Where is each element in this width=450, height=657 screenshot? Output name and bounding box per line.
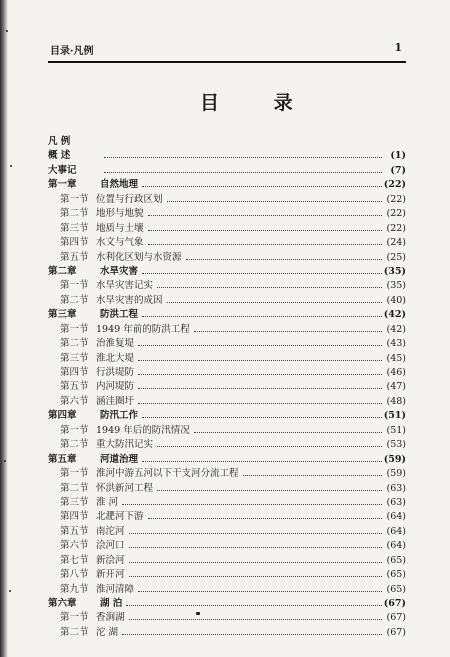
toc-section-entry[interactable]: [48, 626, 406, 640]
toc-entry-title: 治淮复堤: [96, 338, 135, 350]
toc-entry-number: 第三节: [60, 352, 89, 364]
dot-leader: [129, 575, 382, 577]
toc-page-number: (65): [386, 569, 406, 581]
dot-leader: [138, 344, 382, 346]
toc-entry-number: 第四节: [60, 237, 89, 249]
toc-entry-number: 第二节: [60, 482, 89, 494]
toc-entry-title: 浍河口: [96, 540, 125, 552]
toc-entry-number: 第二节: [60, 626, 89, 638]
toc-page-number: (64): [386, 525, 406, 537]
toc-entry-number: 第二节: [60, 439, 89, 451]
dot-leader: [138, 387, 382, 389]
toc-page-number: (24): [386, 237, 406, 249]
toc-entry-number: 第一节: [60, 280, 89, 292]
toc-entry-title: 1949 年前的防洪工程: [96, 323, 190, 335]
toc-page-number: (53): [386, 439, 406, 451]
toc-entry-number: 第三章: [48, 309, 77, 321]
toc-section-entry[interactable]: [48, 482, 406, 496]
toc-entry-number: 第二节: [60, 338, 89, 350]
toc-entry-number: 第一节: [60, 468, 89, 480]
toc-entry-number: 第八节: [60, 569, 89, 581]
toc-entry-number: 第一节: [60, 612, 89, 624]
header-section-title: 目录·凡例: [50, 46, 94, 57]
toc-page-number: (67): [386, 626, 406, 638]
toc-entry-number: 第五节: [60, 525, 89, 537]
toc-entry-title: 北淝河下游: [96, 511, 144, 523]
toc-entry-number: 概 述: [48, 150, 71, 162]
toc-page-number: (25): [386, 251, 406, 263]
toc-entry-number: 第五章: [48, 453, 77, 465]
running-header: [50, 40, 402, 58]
toc-page-number: (64): [386, 511, 406, 523]
toc-entry-title: 淮河清障: [96, 583, 135, 595]
toc-section-entry[interactable]: [48, 525, 406, 539]
toc-section-entry[interactable]: [48, 352, 406, 366]
toc-page-number: (22): [383, 179, 406, 191]
toc-page-number: (35): [383, 265, 406, 277]
toc-chapter-entry[interactable]: [48, 149, 406, 163]
dot-leader: [142, 416, 382, 418]
toc-page-number: (59): [383, 453, 406, 465]
toc-page-number: (1): [390, 150, 406, 162]
toc-entry-number: 第六节: [60, 540, 89, 552]
toc-chapter-entry[interactable]: [48, 135, 406, 149]
toc-entry-number: 第三节: [60, 222, 89, 234]
toc-entry-title: 防洪工程: [100, 309, 139, 321]
toc-entry-number: 第二节: [60, 208, 89, 220]
dot-leader: [148, 517, 382, 519]
toc-entry-number: 第一节: [60, 323, 89, 335]
toc-page-number: (42): [386, 323, 406, 335]
toc-section-entry[interactable]: [48, 438, 406, 452]
toc-entry-number: 第四节: [60, 511, 89, 523]
toc-section-entry[interactable]: [48, 539, 406, 553]
dot-leader: [157, 445, 382, 447]
toc-entry-title: 湖 泊: [100, 598, 123, 609]
scan-speck: [6, 30, 8, 32]
toc-entry-number: 第五节: [60, 251, 89, 263]
dot-leader: [138, 402, 382, 404]
dot-leader: [167, 301, 382, 303]
table-of-contents: [48, 135, 406, 640]
toc-entry-title: 内河堤防: [96, 381, 135, 393]
toc-entry-title: 重大防汛记实: [96, 439, 154, 451]
toc-entry-title: 地形与地貌: [96, 208, 144, 220]
toc-section-entry[interactable]: [48, 294, 406, 308]
toc-page-number: (40): [386, 294, 406, 306]
dot-leader: [129, 618, 382, 620]
toc-entry-title: 淮北大堤: [96, 352, 135, 364]
toc-entry-number: 第三节: [60, 496, 89, 508]
toc-chapter-entry[interactable]: [48, 308, 406, 322]
toc-page-number: (47): [386, 381, 406, 393]
toc-section-entry[interactable]: [48, 467, 406, 481]
toc-chapter-entry[interactable]: [48, 178, 406, 192]
toc-entry-number: 大事记: [48, 164, 77, 176]
toc-entry-title: 水旱灾害的成因: [96, 294, 163, 306]
toc-page-number: (51): [383, 410, 406, 422]
dot-leader: [122, 503, 382, 505]
toc-entry-title: 沱 湖: [96, 626, 119, 638]
toc-section-entry[interactable]: [48, 510, 406, 524]
toc-section-entry[interactable]: [48, 207, 406, 221]
dot-leader: [194, 330, 382, 332]
toc-section-entry[interactable]: [48, 251, 406, 265]
dot-leader: [138, 590, 382, 592]
toc-entry-number: 第四节: [60, 367, 89, 378]
dot-leader: [122, 633, 382, 635]
toc-section-entry[interactable]: [48, 395, 406, 409]
dot-leader: [142, 185, 382, 187]
toc-entry-number: 第二节: [60, 294, 89, 306]
toc-entry-title: 水旱灾害: [100, 265, 139, 277]
toc-entry-title: 自然地理: [100, 179, 139, 191]
toc-section-entry[interactable]: [48, 193, 406, 207]
toc-entry-title: 地质与土壤: [96, 222, 144, 234]
toc-page-number: (35): [386, 280, 406, 292]
scan-speck: [196, 612, 200, 615]
toc-section-entry[interactable]: [48, 236, 406, 250]
toc-entry-title: 水文与气象: [96, 237, 144, 249]
toc-chapter-entry[interactable]: [48, 453, 406, 467]
toc-section-entry[interactable]: [48, 380, 406, 394]
dot-leader: [104, 156, 382, 158]
dot-leader: [138, 373, 382, 375]
dot-leader: [129, 546, 382, 548]
toc-entry-title: 1949 年后的防汛情况: [96, 424, 190, 436]
dot-leader: [157, 286, 382, 288]
toc-section-entry[interactable]: [48, 424, 406, 438]
toc-page-number: (64): [386, 540, 406, 552]
toc-section-entry[interactable]: [48, 568, 406, 582]
toc-entry-number: 第一节: [60, 193, 89, 205]
dot-leader: [129, 532, 382, 534]
toc-entry-number: 第六章: [48, 598, 77, 609]
header-rule: [48, 61, 406, 63]
toc-page-number: (22): [386, 208, 406, 220]
toc-entry-number: 第一章: [48, 179, 77, 191]
dot-leader: [142, 315, 382, 317]
toc-page-number: (43): [386, 338, 406, 350]
toc-entry-title: 香涧湖: [96, 612, 125, 624]
dot-leader: [167, 200, 382, 202]
toc-entry-number: 第一节: [60, 424, 89, 436]
dot-leader: [104, 171, 382, 173]
toc-chapter-entry[interactable]: [48, 164, 406, 178]
toc-section-entry[interactable]: [48, 337, 406, 351]
toc-section-entry[interactable]: [48, 222, 406, 236]
toc-page-number: (67): [383, 598, 406, 609]
scan-speck: [10, 165, 12, 167]
toc-page-number: (48): [386, 395, 406, 407]
toc-page-number: (22): [386, 222, 406, 234]
dot-leader: [126, 604, 381, 606]
dot-leader: [138, 359, 382, 361]
toc-section-entry[interactable]: [48, 611, 406, 625]
toc-page-number: (63): [386, 482, 406, 494]
toc-entry-title: 淮河中游五河以下干支河分流工程: [96, 468, 239, 480]
dot-leader: [157, 489, 382, 491]
toc-page-number: (59): [386, 468, 406, 480]
toc-page-number: (63): [386, 496, 406, 508]
scan-speck: [4, 460, 6, 462]
toc-entry-title: 怀洪新河工程: [96, 482, 154, 494]
toc-entry-number: 第二章: [48, 265, 77, 277]
toc-entry-title: 位置与行政区划: [96, 193, 163, 205]
toc-page-number: (65): [386, 583, 406, 595]
toc-section-entry[interactable]: [48, 583, 406, 597]
dot-leader: [194, 431, 382, 433]
dot-leader: [104, 143, 382, 144]
toc-entry-title: 水旱灾害记实: [96, 280, 154, 292]
scan-speck: [9, 590, 11, 592]
toc-entry-number: 第九节: [60, 583, 89, 595]
dot-leader: [129, 561, 382, 563]
toc-entry-number: 第五节: [60, 381, 89, 393]
dot-leader: [243, 474, 382, 476]
dot-leader: [142, 272, 382, 274]
toc-entry-title: 水利化区划与水资源: [96, 251, 182, 263]
dot-leader: [142, 460, 382, 462]
toc-page-number: (46): [386, 367, 406, 378]
scan-edge: [0, 0, 8, 657]
toc-entry-number: 第七节: [60, 554, 89, 566]
toc-entry-title: 涵洼圈圩: [96, 395, 135, 407]
header-page-number: 1: [394, 41, 402, 54]
dot-leader: [148, 214, 382, 216]
toc-entry-title: 新浍河: [96, 554, 125, 566]
toc-entry-title: 新开河: [96, 569, 125, 581]
toc-chapter-entry[interactable]: [48, 597, 406, 611]
dot-leader: [148, 243, 382, 245]
toc-section-entry[interactable]: [48, 496, 406, 510]
dot-leader: [148, 229, 382, 231]
toc-entry-number: 凡 例: [48, 136, 71, 147]
toc-entry-title: 河道治理: [100, 453, 139, 465]
toc-page-number: (65): [386, 554, 406, 566]
toc-section-entry[interactable]: [48, 366, 406, 380]
dot-leader: [186, 258, 382, 260]
toc-page-number: (7): [390, 164, 406, 176]
toc-entry-number: 第四章: [48, 410, 77, 422]
page-title: 目 录: [200, 92, 317, 114]
toc-entry-title: 防汛工作: [100, 410, 139, 422]
toc-page-number: (45): [386, 352, 406, 364]
toc-page-number: (67): [386, 612, 406, 624]
toc-section-entry[interactable]: [48, 279, 406, 293]
toc-section-entry[interactable]: [48, 323, 406, 337]
toc-page-number: (51): [386, 424, 406, 436]
toc-chapter-entry[interactable]: [48, 265, 406, 279]
toc-entry-title: 南沱河: [96, 525, 125, 537]
toc-chapter-entry[interactable]: [48, 409, 406, 423]
toc-page-number: (22): [386, 193, 406, 205]
toc-entry-number: 第六节: [60, 395, 89, 407]
toc-section-entry[interactable]: [48, 554, 406, 568]
toc-page-number: (42): [383, 309, 406, 321]
toc-entry-title: 行洪堤防: [96, 367, 135, 378]
toc-entry-title: 淮 河: [96, 496, 119, 508]
